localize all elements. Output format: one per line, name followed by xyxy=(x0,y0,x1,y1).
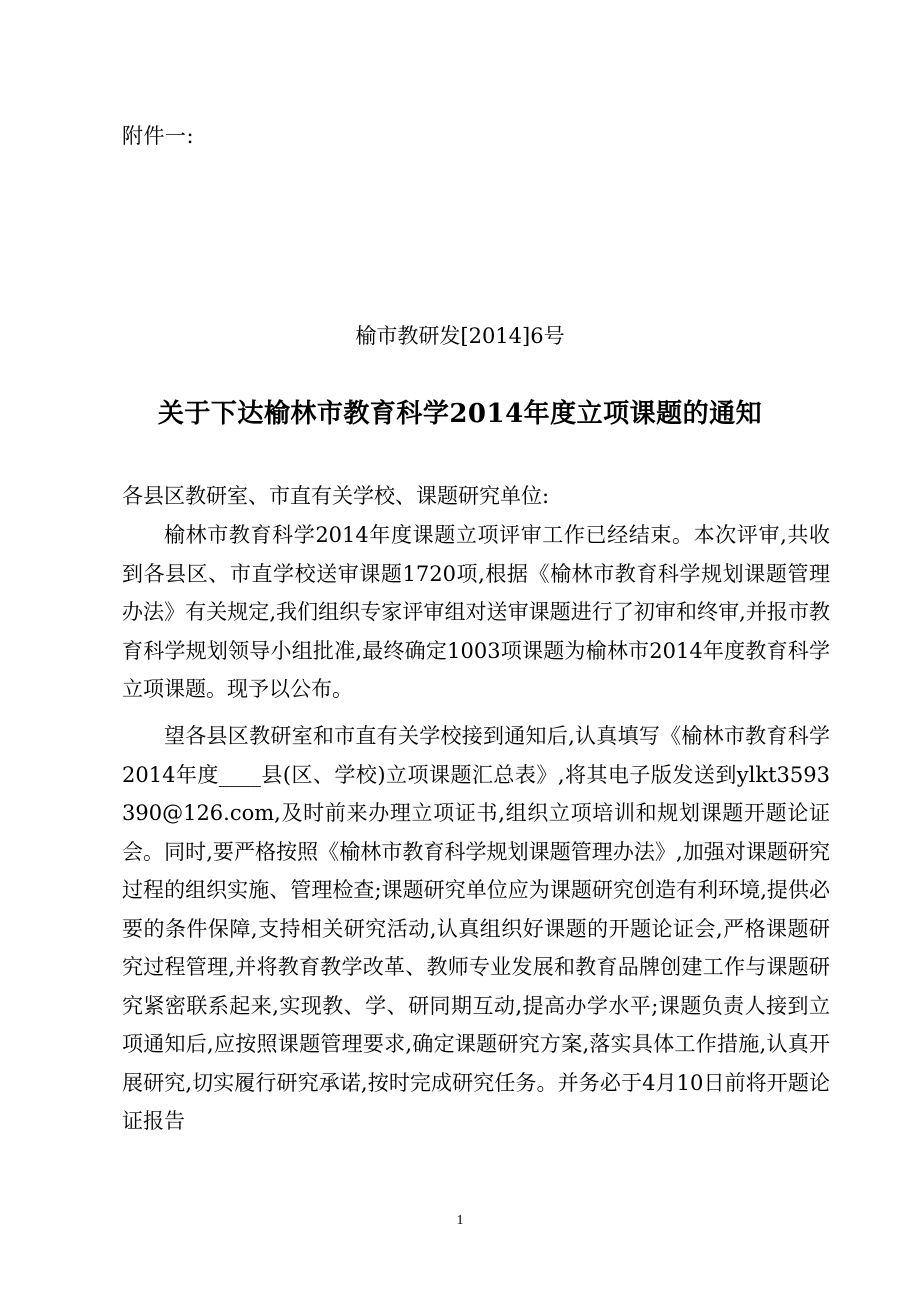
attachment-label: 附件一: xyxy=(122,124,195,148)
document-number: 榆市教研发[2014]6号 xyxy=(355,324,565,348)
addressee: 各县区教研室、市直有关学校、课题研究单位: xyxy=(122,484,550,508)
body-paragraph: 望各县区教研室和市直有关学校接到通知后,认真填写《榆林市教育科学2014年度____县(区、学校)立项课题汇总表》,将其电子版发送到ylkt3593390@126.com,及时前来办理立项证书,组织立项培训和规划课题开题论证会。同时,要严格按照《榆林市教育科学规划课题管理办法》,加强对课题研究过程的组织实施、管理检查;课题研究单位应为课题研究创造有利环境,提供必要的条件保障,支持相关研究活动,认真组织好课题的开题论证会,严格课题研究过程管理,并将教育教学改革、教师专业发展和教育品牌创建工作与课题研究紧密联系起来,实现教、学、研同期互动,提高办学水平;课题负责人接到立项通知后,应按照课题管理要求,确定课题研究方案,落实具体工作措施,认真开展研究,切实履行研究承诺,按时完成研究任务。并务必于4月10日前将开题论证报告 xyxy=(122,724,830,1133)
page-number: 1 xyxy=(456,1213,464,1228)
body-paragraph: 榆林市教育科学2014年度课题立项评审工作已经结束。本次评审,共收到各县区、市直学校送审课题1720项,根据《榆林市教育科学规划课题管理办法》有关规定,我们组织专家评审组对送审课题进行了初审和终审,并报市教育科学规划领导小组批准,最终确定1003项课题为榆林市2014年度教育科学立项课题。现予以公布。 xyxy=(122,523,830,701)
document-title: 关于下达榆林市教育科学2014年度立项课题的通知 xyxy=(157,399,763,429)
